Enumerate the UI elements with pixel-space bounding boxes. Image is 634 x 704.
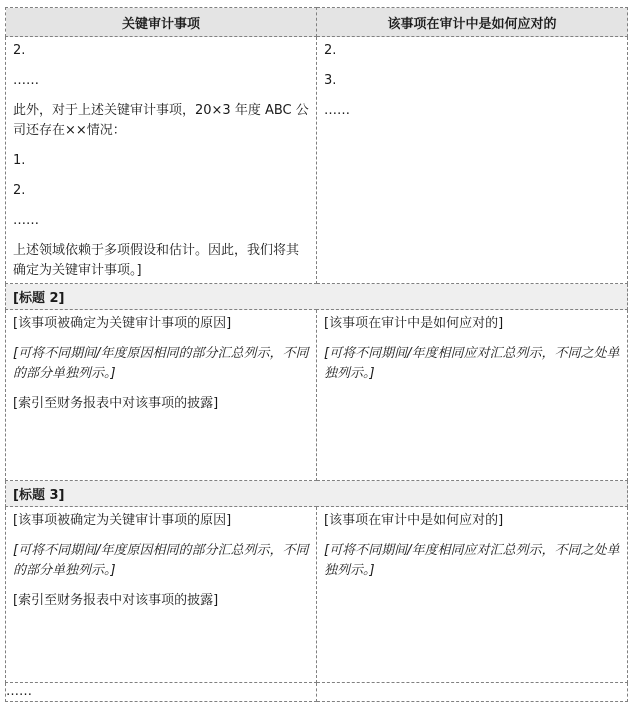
section-title: [标题 2] (6, 284, 628, 310)
footer-empty-cell (317, 683, 628, 702)
note-text: [可将不同期间/年度相同应对汇总列示，不同之处单独列示。] (324, 346, 620, 381)
table-row (6, 683, 628, 702)
row1-left-cell (6, 37, 317, 284)
table-row (6, 507, 628, 683)
section2-left-cell (6, 310, 317, 481)
note-text: [可将不同期间/年度原因相同的部分汇总列示，不同的部分单独列示。] (13, 543, 309, 578)
note-text: [可将不同期间/年度原因相同的部分汇总列示，不同的部分单独列示。] (13, 346, 309, 381)
list-item: 3. (324, 73, 337, 88)
key-audit-matters-table (5, 7, 628, 702)
list-item: 2. (13, 183, 26, 198)
section2-right-cell (317, 310, 628, 481)
table-row (6, 310, 628, 481)
list-item: 2. (324, 43, 337, 58)
note-text: [可将不同期间/年度相同应对汇总列示，不同之处单独列示。] (324, 543, 620, 578)
disclosure-index-text: [索引至财务报表中对该事项的披露] (13, 593, 219, 608)
paragraph: 此外，对于上述关键审计事项，20×3 年度 ABC 公司还存在××情况： (13, 103, 309, 138)
section3-right-cell (317, 507, 628, 683)
row1-right-cell (317, 37, 628, 284)
table-row (6, 37, 628, 284)
section3-left-cell (6, 507, 317, 683)
response-text: [该事项在审计中是如何应对的] (324, 513, 504, 528)
response-text: [该事项在审计中是如何应对的] (324, 316, 504, 331)
ellipsis-text: …… (13, 73, 39, 88)
section-title: [标题 3] (6, 481, 628, 507)
reason-text: [该事项被确定为关键审计事项的原因] (13, 316, 232, 331)
section-title-row (6, 481, 628, 507)
paragraph: 上述领域依赖于多项假设和估计。因此，我们将其确定为关键审计事项。] (13, 243, 300, 278)
ellipsis-text: …… (324, 103, 350, 118)
list-item: 1. (13, 153, 26, 168)
table-header-row (6, 8, 628, 37)
list-item: 2. (13, 43, 26, 58)
section-title-row (6, 284, 628, 310)
reason-text: [该事项被确定为关键审计事项的原因] (13, 513, 232, 528)
header-key-audit-matter: 关键审计事项 (6, 8, 317, 37)
ellipsis-text: …… (13, 213, 39, 228)
disclosure-index-text: [索引至财务报表中对该事项的披露] (13, 396, 219, 411)
header-how-addressed: 该事项在审计中是如何应对的 (317, 8, 628, 37)
footer-ellipsis: …… (6, 683, 317, 702)
